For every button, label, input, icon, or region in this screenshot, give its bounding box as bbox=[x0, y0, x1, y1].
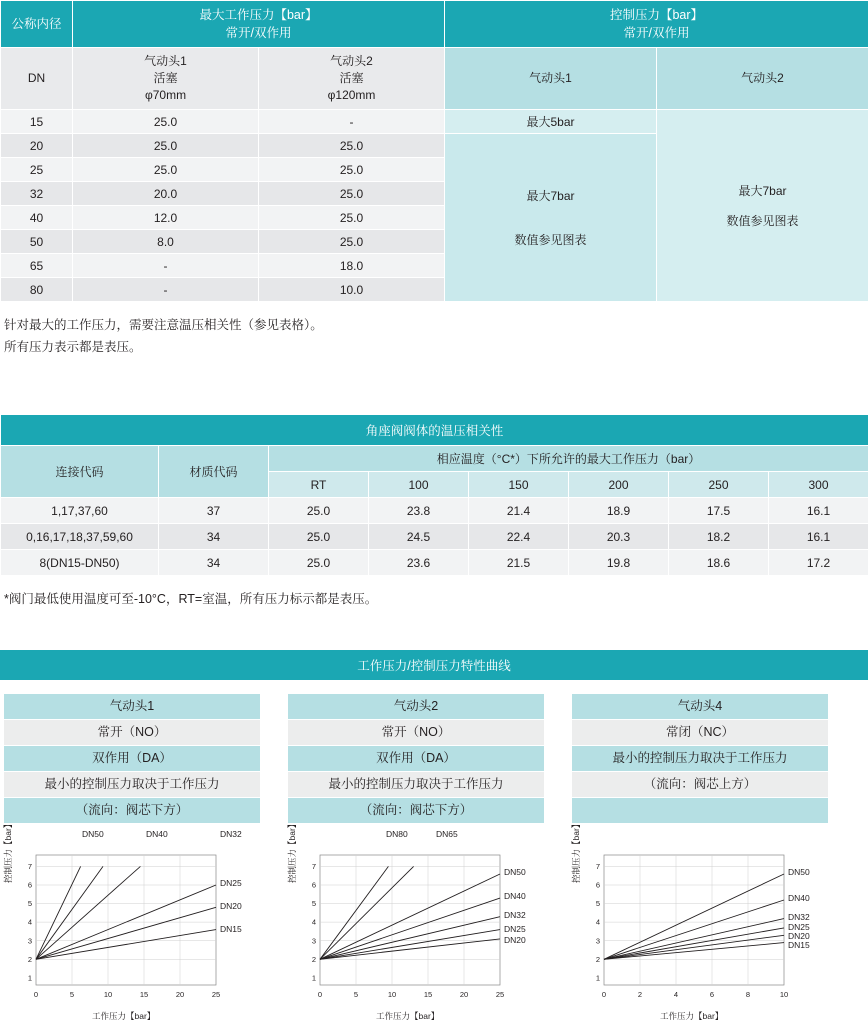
svg-text:0: 0 bbox=[317, 990, 323, 999]
band-no: 常开（NO） bbox=[4, 720, 260, 745]
svg-text:6: 6 bbox=[595, 880, 600, 890]
svg-text:2: 2 bbox=[27, 954, 32, 964]
svg-text:1: 1 bbox=[595, 973, 600, 983]
chart2-series-label-dn32: DN32 bbox=[504, 910, 526, 920]
chart3-xlabel: 工作压力【bar】 bbox=[660, 1011, 724, 1021]
cell-value: 24.5 bbox=[369, 524, 469, 550]
cell-dn: 25 bbox=[1, 158, 73, 182]
svg-text:7: 7 bbox=[311, 862, 316, 871]
cell-p1: 8.0 bbox=[73, 230, 259, 254]
cell-dn: 50 bbox=[1, 230, 73, 254]
spacer bbox=[0, 610, 868, 650]
svg-text:10: 10 bbox=[387, 990, 397, 999]
header-temp-200: 200 bbox=[569, 472, 669, 498]
cell-dn: 20 bbox=[1, 134, 73, 158]
header-connect-code: 连接代码 bbox=[1, 446, 159, 498]
cell-value: 25.0 bbox=[269, 498, 369, 524]
header-temp-300: 300 bbox=[769, 472, 868, 498]
svg-text:5: 5 bbox=[27, 899, 32, 909]
cell-ctrl-head2-line1: 最大7bar bbox=[738, 183, 787, 198]
chart2-series-label-dn50: DN50 bbox=[504, 867, 526, 877]
cell-p2: 25.0 bbox=[259, 158, 445, 182]
chart3-series-label-dn32: DN32 bbox=[788, 912, 810, 922]
cell-p2: 25.0 bbox=[259, 206, 445, 230]
chart-actuator-1 bbox=[3, 819, 260, 1021]
cell-p1: 25.0 bbox=[73, 134, 259, 158]
cell-dn: 15 bbox=[1, 110, 73, 134]
header-control-pressure-line1: 控制压力【bar】 bbox=[609, 8, 704, 22]
svg-text:6: 6 bbox=[311, 880, 316, 890]
subheader-actuator-2 bbox=[259, 48, 445, 110]
chart1-series-label-dn25: DN25 bbox=[220, 878, 242, 888]
svg-text:8: 8 bbox=[745, 990, 751, 999]
table-row bbox=[1, 524, 868, 550]
cell-p1: - bbox=[73, 254, 259, 278]
spacer bbox=[0, 358, 868, 414]
table1-notes bbox=[0, 302, 868, 358]
cell-p2: 25.0 bbox=[259, 182, 445, 206]
subheader-actuator-2-line1: 气动头2 bbox=[330, 54, 373, 68]
svg-text:3: 3 bbox=[27, 936, 32, 946]
temperature-pressure-table bbox=[0, 414, 868, 576]
cell-dn: 65 bbox=[1, 254, 73, 278]
svg-text:5: 5 bbox=[595, 899, 600, 909]
table2-header-row bbox=[1, 446, 868, 472]
chart3-series-label-dn20: DN20 bbox=[788, 931, 810, 941]
cell-p1: 25.0 bbox=[73, 110, 259, 134]
cell-connect-code: 8(DN15-DN50) bbox=[1, 550, 159, 576]
cell-p1: - bbox=[73, 278, 259, 302]
chart3-ylabel: 控制压力【bar】 bbox=[571, 819, 581, 883]
cell-dn: 80 bbox=[1, 278, 73, 302]
svg-text:4: 4 bbox=[311, 917, 316, 927]
chart3-series-label-dn50: DN50 bbox=[788, 867, 810, 877]
chart2-ylabel: 控制压力【bar】 bbox=[287, 819, 297, 883]
chart2-series-label-dn25: DN25 bbox=[504, 924, 526, 934]
header-temp-100: 100 bbox=[369, 472, 469, 498]
cell-ctrl-head2-line2: 数值参见图表 bbox=[726, 213, 799, 228]
cell-ctrl-dn15: 最大5bar bbox=[445, 110, 657, 134]
chart2-xlabel: 工作压力【bar】 bbox=[376, 1011, 440, 1021]
cell-value: 23.6 bbox=[369, 550, 469, 576]
curve-column-actuator-4 bbox=[572, 694, 828, 1020]
svg-text:25: 25 bbox=[495, 990, 505, 999]
cell-value: 18.6 bbox=[669, 550, 769, 576]
header-control-pressure bbox=[445, 1, 868, 48]
band-da: 双作用（DA） bbox=[4, 746, 260, 771]
note-line-2: 所有压力表示都是表压。 bbox=[4, 340, 142, 354]
header-temperature-span: 相应温度（°C*）下所允许的最大工作压力（bar） bbox=[269, 446, 868, 472]
chart1-xlabel: 工作压力【bar】 bbox=[92, 1011, 156, 1021]
band-flow-direction: （流向：阀芯下方） bbox=[288, 798, 544, 823]
cell-connect-code: 0,16,17,18,37,59,60 bbox=[1, 524, 159, 550]
cell-p2: 25.0 bbox=[259, 230, 445, 254]
cell-p2: 10.0 bbox=[259, 278, 445, 302]
cell-value: 23.8 bbox=[369, 498, 469, 524]
cell-connect-code: 1,17,37,60 bbox=[1, 498, 159, 524]
cell-value: 18.2 bbox=[669, 524, 769, 550]
cell-value: 19.8 bbox=[569, 550, 669, 576]
band-da: 双作用（DA） bbox=[288, 746, 544, 771]
chart3-series-label-dn40: DN40 bbox=[788, 893, 810, 903]
header-material-code: 材质代码 bbox=[159, 446, 269, 498]
svg-text:2: 2 bbox=[637, 990, 643, 999]
band-no: 常开（NO） bbox=[288, 720, 544, 745]
chart1-series-label-dn15: DN15 bbox=[220, 924, 242, 934]
cell-ctrl-head1-line2: 数值参见图表 bbox=[514, 232, 587, 247]
subheader-actuator-2-line3: φ120mm bbox=[327, 88, 376, 102]
subheader-actuator-1-line3: φ70mm bbox=[144, 88, 187, 102]
cell-p2: 25.0 bbox=[259, 134, 445, 158]
band-flow-direction: （流向：阀芯下方） bbox=[4, 798, 260, 823]
band-min-control: 最小的控制压力取决于工作压力 bbox=[288, 772, 544, 797]
svg-text:6: 6 bbox=[27, 880, 32, 890]
chart1-series-label-dn40: DN40 bbox=[146, 829, 168, 839]
cell-ctrl-head1 bbox=[445, 134, 657, 302]
band-actuator-name: 气动头1 bbox=[4, 694, 260, 719]
band-flow-direction: （流向：阀芯上方） bbox=[572, 772, 828, 797]
cell-p1: 25.0 bbox=[73, 158, 259, 182]
svg-text:1: 1 bbox=[311, 973, 316, 983]
svg-text:2: 2 bbox=[595, 954, 600, 964]
band-min-control: 最小的控制压力取决于工作压力 bbox=[4, 772, 260, 797]
curves-section-title: 工作压力/控制压力特性曲线 bbox=[0, 650, 868, 680]
chart2-series-label-dn65: DN65 bbox=[436, 829, 458, 839]
svg-text:5: 5 bbox=[69, 990, 75, 999]
svg-text:10: 10 bbox=[779, 990, 789, 999]
chart3-series-label-dn15: DN15 bbox=[788, 940, 810, 950]
chart3-series-label-dn25: DN25 bbox=[788, 922, 810, 932]
curve-column-actuator-1 bbox=[4, 694, 260, 1020]
header-temp-150: 150 bbox=[469, 472, 569, 498]
svg-text:20: 20 bbox=[175, 990, 185, 999]
cell-value: 17.2 bbox=[769, 550, 868, 576]
chart1-series-label-dn32: DN32 bbox=[220, 829, 242, 839]
chart2-series-label-dn20: DN20 bbox=[504, 935, 526, 945]
cell-p1: 20.0 bbox=[73, 182, 259, 206]
svg-text:4: 4 bbox=[27, 917, 32, 927]
cell-dn: 32 bbox=[1, 182, 73, 206]
table-row bbox=[1, 498, 868, 524]
table2-title-row bbox=[1, 415, 868, 446]
svg-text:0: 0 bbox=[33, 990, 39, 999]
band-empty bbox=[572, 798, 828, 823]
svg-text:5: 5 bbox=[311, 899, 316, 909]
band-nc: 常闭（NC） bbox=[572, 720, 828, 745]
svg-text:25: 25 bbox=[211, 990, 221, 999]
curves-columns bbox=[0, 680, 868, 1020]
chart1-series-label-dn20: DN20 bbox=[220, 901, 242, 911]
table-row bbox=[1, 110, 868, 134]
header-max-working-pressure bbox=[73, 1, 445, 48]
curve-column-actuator-2 bbox=[288, 694, 544, 1020]
svg-text:7: 7 bbox=[595, 862, 600, 871]
cell-value: 20.3 bbox=[569, 524, 669, 550]
header-temp-250: 250 bbox=[669, 472, 769, 498]
subheader-actuator-2-line2: 活塞 bbox=[339, 71, 364, 85]
header-max-working-pressure-line1: 最大工作压力【bar】 bbox=[199, 8, 318, 22]
cell-value: 21.4 bbox=[469, 498, 569, 524]
cell-p2: 18.0 bbox=[259, 254, 445, 278]
cell-value: 16.1 bbox=[769, 524, 868, 550]
svg-text:15: 15 bbox=[423, 990, 433, 999]
chart2-series-label-dn40: DN40 bbox=[504, 891, 526, 901]
svg-text:2: 2 bbox=[311, 954, 316, 964]
cell-value: 25.0 bbox=[269, 524, 369, 550]
cell-ctrl-head1-line1: 最大7bar bbox=[526, 188, 575, 203]
subheader-dn: DN bbox=[1, 48, 73, 110]
subheader-ctrl-actuator-2: 气动头2 bbox=[657, 48, 868, 110]
svg-text:6: 6 bbox=[709, 990, 715, 999]
table2-title: 角座阀阀体的温压相关性 bbox=[1, 415, 868, 446]
cell-value: 16.1 bbox=[769, 498, 868, 524]
pressure-table bbox=[0, 0, 868, 302]
header-nominal-diameter: 公称内径 bbox=[1, 1, 73, 48]
svg-text:3: 3 bbox=[311, 936, 316, 946]
cell-value: 18.9 bbox=[569, 498, 669, 524]
table1-header-row bbox=[1, 1, 868, 48]
subheader-actuator-1 bbox=[73, 48, 259, 110]
svg-text:4: 4 bbox=[595, 917, 600, 927]
cell-dn: 40 bbox=[1, 206, 73, 230]
subheader-actuator-1-line1: 气动头1 bbox=[144, 54, 187, 68]
chart1-ylabel: 控制压力【bar】 bbox=[3, 819, 13, 883]
table-row bbox=[1, 550, 868, 576]
cell-value: 25.0 bbox=[269, 550, 369, 576]
svg-text:0: 0 bbox=[601, 990, 607, 999]
svg-text:1: 1 bbox=[27, 973, 32, 983]
note-temperature: *阀门最低使用温度可至-10°C，RT=室温，所有压力标示都是表压。 bbox=[4, 592, 378, 606]
cell-ctrl-head2 bbox=[657, 110, 868, 302]
spacer bbox=[446, 211, 655, 225]
chart-actuator-4 bbox=[571, 819, 828, 1021]
svg-text:20: 20 bbox=[459, 990, 469, 999]
cell-value: 17.5 bbox=[669, 498, 769, 524]
subheader-ctrl-actuator-1: 气动头1 bbox=[445, 48, 657, 110]
cell-value: 22.4 bbox=[469, 524, 569, 550]
cell-value: 21.5 bbox=[469, 550, 569, 576]
header-max-working-pressure-line2: 常开/双作用 bbox=[225, 26, 292, 40]
header-control-pressure-line2: 常开/双作用 bbox=[623, 26, 690, 40]
band-actuator-name: 气动头4 bbox=[572, 694, 828, 719]
chart2-series-label-dn80: DN80 bbox=[386, 829, 408, 839]
subheader-actuator-1-line2: 活塞 bbox=[153, 71, 178, 85]
chart1-series-label-dn50: DN50 bbox=[82, 829, 104, 839]
svg-text:3: 3 bbox=[595, 936, 600, 946]
chart-actuator-2 bbox=[287, 819, 544, 1021]
cell-material-code: 37 bbox=[159, 498, 269, 524]
band-actuator-name: 气动头2 bbox=[288, 694, 544, 719]
header-temp-rt: RT bbox=[269, 472, 369, 498]
band-min-control: 最小的控制压力取决于工作压力 bbox=[572, 746, 828, 771]
svg-text:15: 15 bbox=[139, 990, 149, 999]
cell-p1: 12.0 bbox=[73, 206, 259, 230]
note-line-1: 针对最大的工作压力，需要注意温压相关性（参见表格）。 bbox=[4, 318, 323, 332]
table2-notes bbox=[0, 576, 868, 610]
svg-text:4: 4 bbox=[673, 990, 679, 999]
cell-material-code: 34 bbox=[159, 550, 269, 576]
svg-text:10: 10 bbox=[103, 990, 113, 999]
cell-material-code: 34 bbox=[159, 524, 269, 550]
svg-text:5: 5 bbox=[353, 990, 359, 999]
cell-p2: - bbox=[259, 110, 445, 134]
svg-text:7: 7 bbox=[27, 862, 32, 871]
table1-subheader-row2 bbox=[1, 48, 868, 110]
